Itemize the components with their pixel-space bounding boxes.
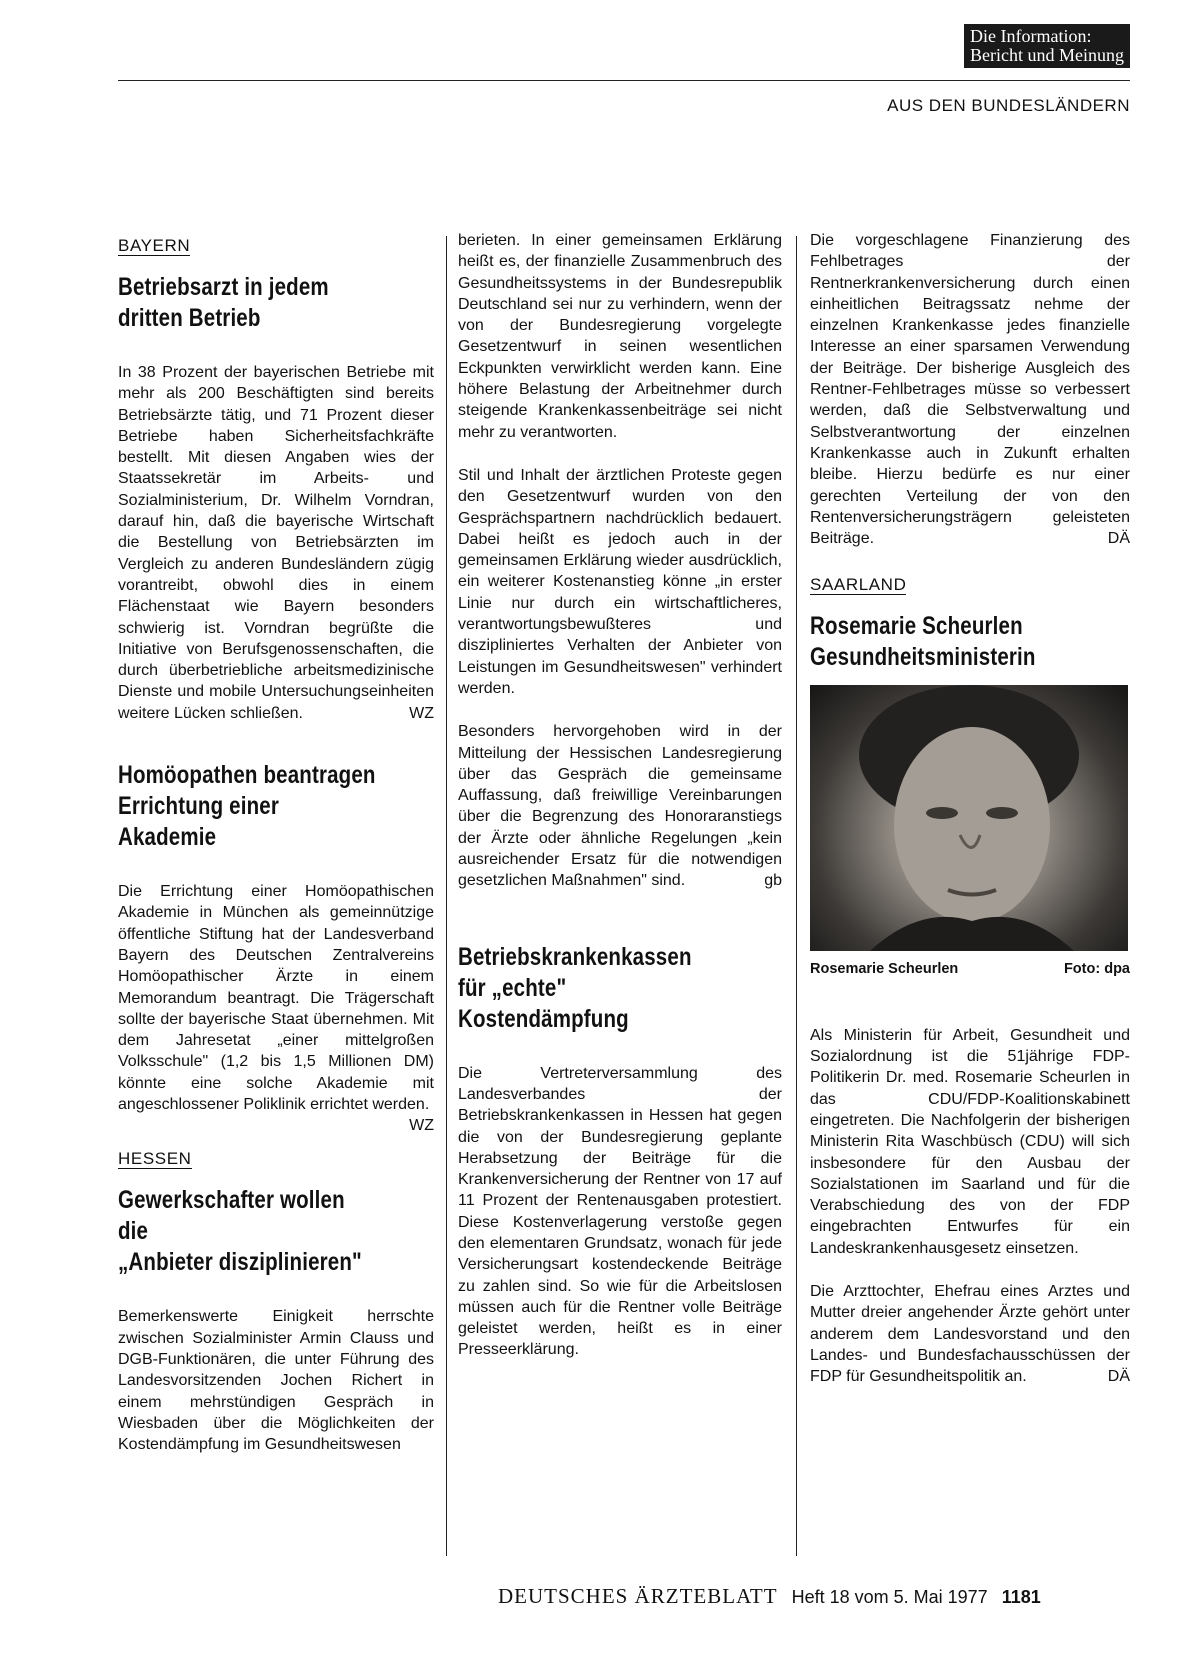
region-label-hessen: HESSEN <box>118 1149 192 1169</box>
author-signature: WZ <box>409 1117 434 1135</box>
photo-caption <box>810 959 1130 980</box>
portrait-photo <box>810 685 1128 951</box>
article-betriebskrankenkassen-cont <box>810 230 1130 549</box>
article-text: Die vorgeschlagene Finanzierung des Fehlbetrages der Rentnerkrankenversicherung durch einen einheitlichen Beitragssatz nehme der einzelnen Krankenkasse jedes finanzielle Interesse an einer sparsamen Verwendung der Beiträge. Der bisherige Ausgleich des Rentner-Fehlbetrages müsse so verbessert werden, daß die Selbstverwaltung und Selbstverantwortung der einzelnen Krankenkasse auch in Zukunft erhalten bleibe. Hierzu bedürfe es nur einer gerechten Verteilung der von den Rentenversicherungsträgern geleisteten Beiträge. <box>810 232 1130 548</box>
author-signature: DÄ <box>1107 1368 1130 1386</box>
author-signature: gb <box>764 872 782 890</box>
article-betriebsarzt <box>118 362 434 724</box>
page-footer <box>498 1584 1041 1609</box>
rubric-badge <box>964 24 1130 68</box>
article-text: Die Errichtung einer Homöopathischen Akademie in München als gemeinnützige öffentliche Stiftung hat der Landesverband Bayern des Deutschen Zentralvereins Homöopathischer Ärzte in einem Memorandum beantragt. Die Trägerschaft sollte der bayerische Staat übernehmen. Mit dem Jahresetat „einer mittelgroßen Volksschule" (1,2 bis 1,5 Millionen DM) könnte eine solche Akademie mit angeschlossener Poliklinik errichtet werden. <box>118 883 434 1114</box>
article-gewerkschafter: Bemerkenswerte Einigkeit herrschte zwischen Sozialminister Armin Clauss und DGB-Funktionären, die unter Führung des Landesvorsitzenden Jochen Richert in einem mehrstündigen Gespräch in Wiesbaden über die Möglichkeiten der Kostendämpfung im Gesundheitswesen <box>118 1308 434 1454</box>
author-signature: DÄ <box>1107 530 1130 548</box>
region-label-saarland: SAARLAND <box>810 575 907 595</box>
headline-homoeopathen: Homöopathen beantragen Errichtung einer Akademie <box>118 761 376 852</box>
headline-gewerkschafter: Gewerkschafter wollen die „Anbieter disziplinieren" <box>118 1186 362 1277</box>
author-signature: WZ <box>409 704 434 722</box>
caption-credit: Foto: dpa <box>1063 961 1130 978</box>
article-text: In 38 Prozent der bayerischen Betriebe mit mehr als 200 Beschäftigten sind bereits Betriebsärzte tätig, und 71 Prozent dieser Betriebe haben Sicherheitsfachkräfte bestellt. Mit diesen Angaben wies der Staatssekretär im Arbeits- und Sozialministerium, Dr. Wilhelm Vorndran, darauf hin, daß die bayerische Wirtschaft die Bestellung von Betriebsärzten im Vergleich zu anderen Bundesländern zügig vorantreibt, obwohl dies in einem Flächenstaat wie Bayern besonders schwierig ist. Vorndran begrüßte die Initiative von Berufsgenossenschaften, die durch überbetriebliche arbeitsmedizinische Dienste und mobile Untersuchungseinheiten weitere Lücken schließen. <box>118 364 434 722</box>
issue-info: Heft 18 vom 5. Mai 1977 <box>791 1587 988 1607</box>
article-gewerkschafter-cont: berieten. In einer gemeinsamen Erklärung heißt es, der finanzielle Zusammenbruch des Gesundheitssystems in der Bundesrepublik Deutschland sei nur zu verhindern, wenn der von der Bundesregierung vorgelegte Gesetzentwurf in seinen wesentlichen Eckpunkten verwirklicht werden kann. Eine höhere Belastung der Arbeitnehmer durch steigende Krankenkassenbeiträge sei nicht mehr zu verantworten. <box>458 232 782 441</box>
headline-betriebsarzt: Betriebsarzt in jedem dritten Betrieb <box>118 273 329 332</box>
column-2 <box>458 230 782 1361</box>
headline-scheurlen: Rosemarie Scheurlen Gesundheitsministerin <box>810 612 1036 672</box>
article-betriebskrankenkassen: Die Vertreterversammlung des Landesverbandes der Betriebskrankenkassen in Hessen hat gegen die von der Bundesregierung geplante Herabsetzung der Beiträge für die Krankenversicherung der Rentner von 17 auf 11 Prozent der Rentenausgaben protestiert. Diese Kostenverlagerung verstoße gegen den elementaren Grundsatz, wonach für jede Versicherungsart kostendeckende Beiträge zu zahlen sind. So wie für die Arbeitslosen müssen auch für die Rentner volle Beiträge geleistet werden, heißt es in einer Presseerklärung. <box>458 1064 782 1359</box>
badge-line-1: Die Information: <box>970 26 1092 46</box>
paragraph: Stil und Inhalt der ärztlichen Proteste gegen den Gesetzentwurf wurden von den Gesprächspartnern nachdrücklich bedauert. Dabei heißt es jedoch auch in der gemeinsamen Erklärung wieder ausdrücklich, ein weiterer Kostenanstieg könne „in erster Linie nur durch ein wirtschaftlicheres, verantwortungsbewußteres und diszipliniertes Verhalten der Anbieter von Leistungen im Gesundheitswesen" verhindert werden. <box>458 466 782 697</box>
column-3 <box>810 230 1130 1388</box>
caption-name: Rosemarie Scheurlen <box>810 961 959 978</box>
section-title: AUS DEN BUNDESLÄNDERN <box>887 96 1130 115</box>
badge-line-2: Bericht und Meinung <box>970 45 1124 65</box>
headline-betriebskrankenkassen: Betriebskrankenkassen für „echte" Kostendämpfung <box>458 942 692 1033</box>
top-rule <box>118 80 1130 81</box>
column-1 <box>118 230 434 1455</box>
article-homoeopathen <box>118 881 434 1135</box>
page-number: 1181 <box>1001 1587 1041 1607</box>
column-divider-1 <box>446 236 447 1556</box>
portrait-illustration <box>810 685 1128 951</box>
publication-name: DEUTSCHES ÄRZTEBLATT <box>498 1584 778 1608</box>
paragraph <box>810 1281 1130 1387</box>
article-text: Besonders hervorgehoben wird in der Mitteilung der Hessischen Landesregierung über das Gespräch die gemeinsame Auffassung, daß freiwillige Vereinbarungen über die Begrenzung des Honoraranstiegs der Ärzte oder ähnliche Regelungen „kein ausreichender Ersatz für die notwendigen gesetzlichen Maßnahmen" sind. <box>458 723 782 890</box>
article-text: Die Arzttochter, Ehefrau eines Arztes und Mutter dreier angehender Ärzte gehört unter anderem dem Landesvorstand und den Landes- und Bundesfachausschüssen der FDP für Gesundheitspolitik an. <box>810 1283 1130 1386</box>
column-divider-2 <box>796 236 797 1556</box>
region-label-bayern: BAYERN <box>118 236 191 255</box>
article-scheurlen: Als Ministerin für Arbeit, Gesundheit und Sozialordnung ist die 51jährige FDP-Politikerin Dr. med. Rosemarie Scheurlen in das CDU/FDP-Koalitionskabinett eingetreten. Die Nachfolgerin der bisherigen Ministerin Rita Waschbüsch (CDU) will sich insbesondere für den Ausbau der Sozialstationen im Saarland und für die Verabschiedung des von der FDP eingebrachten Entwurfes für ein Landeskrankenhausgesetz einsetzen. <box>810 1026 1130 1257</box>
paragraph <box>458 721 782 891</box>
